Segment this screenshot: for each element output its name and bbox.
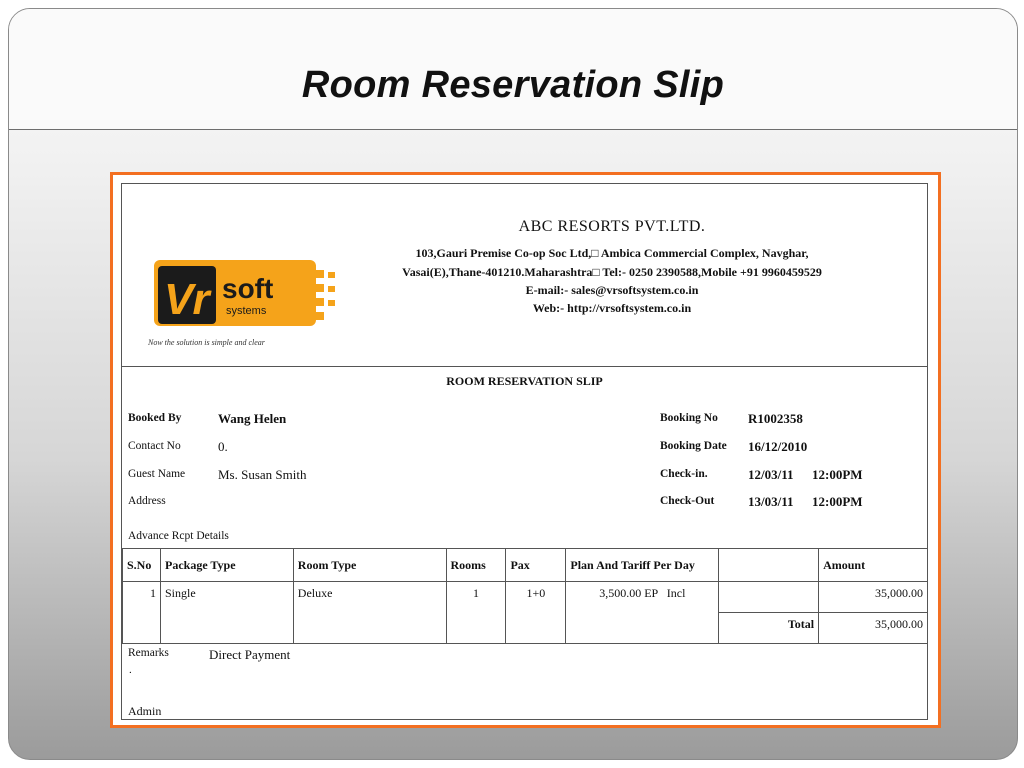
slip-image-frame: [110, 172, 941, 728]
contact-label: Contact No: [128, 440, 181, 452]
slide: [8, 8, 1018, 760]
company-address-line2: Vasai(E),Thane-401210.Maharashtra□ Tel:- 0250 2390588,Mobile +91 9960459529: [402, 265, 822, 279]
guest-value: Ms. Susan Smith: [218, 467, 307, 482]
table-row: [123, 582, 928, 613]
col-header-blank: [719, 549, 819, 582]
reservation-slip: [121, 183, 928, 720]
slide-title: Room Reservation Slip: [301, 64, 725, 106]
logo-systems-text: systems: [226, 305, 267, 317]
checkin-time: 12:00PM: [812, 467, 863, 482]
remarks-label: Remarks: [128, 647, 169, 659]
booking-no-value: R1002358: [748, 411, 803, 426]
advance-receipt-label: Advance Rcpt Details: [128, 530, 229, 542]
contact-value: 0.: [218, 439, 228, 454]
company-email: E-mail:- sales@vrsoftsystem.co.in: [525, 283, 699, 297]
cell-sno: 1: [123, 582, 161, 644]
cell-package: Single: [160, 582, 293, 644]
cell-room-type: Deluxe: [293, 582, 446, 644]
booked-by-value: Wang Helen: [218, 411, 287, 426]
cell-rooms: 1: [446, 582, 506, 644]
items-table: [122, 548, 928, 644]
header-divider: [122, 366, 927, 367]
col-header-pax: Pax: [506, 549, 566, 582]
col-header-tariff: Plan And Tariff Per Day: [566, 549, 719, 582]
checkout-time: 12:00PM: [812, 494, 863, 509]
cell-amount: 35,000.00: [819, 582, 928, 613]
col-header-room-type: Room Type: [293, 549, 446, 582]
title-band: [9, 9, 1017, 130]
company-web: Web:- http://vrsoftsystem.co.in: [532, 301, 692, 315]
guest-label: Guest Name: [128, 468, 186, 480]
table-header-row: [123, 549, 928, 582]
booking-date-value: 16/12/2010: [748, 439, 808, 454]
booking-no-label: Booking No: [660, 412, 718, 424]
cell-tariff: 3,500.00 EP Incl: [566, 582, 719, 644]
company-address-line1: 103,Gauri Premise Co-op Soc Ltd,□ Ambica Commercial Complex, Navghar,: [415, 246, 809, 260]
booking-date-label: Booking Date: [660, 440, 727, 452]
cell-pax: 1+0: [506, 582, 566, 644]
logo-tagline: Now the solution is simple and clear: [148, 338, 265, 347]
col-header-sno: S.No: [123, 549, 161, 582]
remarks-value: Direct Payment: [209, 647, 291, 662]
admin-signature-label: Admin: [128, 704, 162, 718]
total-label: Total: [719, 613, 819, 644]
cell-blank: [719, 582, 819, 613]
total-amount: 35,000.00: [819, 613, 928, 644]
address-label: Address: [128, 495, 166, 507]
col-header-package: Package Type: [160, 549, 293, 582]
logo-mark: Vr: [164, 275, 210, 324]
checkin-date: 12/03/11: [748, 467, 794, 482]
col-header-amount: Amount: [819, 549, 928, 582]
logo-soft-text: soft: [222, 273, 274, 304]
checkout-label: Check-Out: [660, 495, 715, 507]
checkout-date: 13/03/11: [748, 494, 794, 509]
company-name: ABC RESORTS PVT.LTD.: [518, 218, 706, 235]
slip-title: ROOM RESERVATION SLIP: [446, 374, 603, 388]
checkin-label: Check-in.: [660, 468, 708, 480]
col-header-rooms: Rooms: [446, 549, 506, 582]
remarks-dot: .: [129, 664, 132, 676]
booked-by-label: Booked By: [128, 412, 182, 424]
